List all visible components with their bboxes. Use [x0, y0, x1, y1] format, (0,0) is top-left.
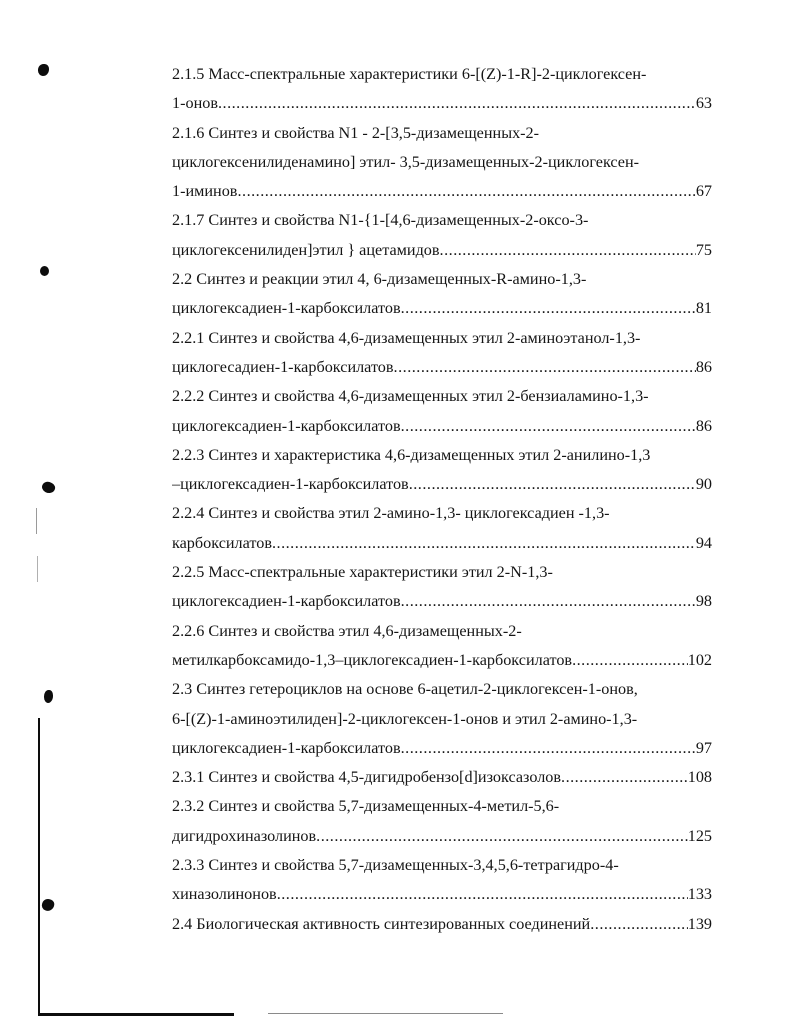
- toc-entry[interactable]: 2.4 Биологическая активность синтезированных соединений ..... 139: [172, 910, 712, 939]
- toc-entry[interactable]: 2.3.1 Синтез и свойства 4,5-дигидробензо[d]изоксазолов ..... 108: [172, 763, 712, 792]
- scan-speck: [38, 64, 49, 76]
- page-number: 94: [695, 533, 712, 552]
- toc-entry[interactable]: карбоксилатов ..... 94: [172, 529, 712, 558]
- toc-line: 2.3 Синтез гетероциклов на основе 6-ацетил-2-циклогексен-1-онов,: [172, 680, 638, 699]
- toc-entry[interactable]: –циклогексадиен-1-карбоксилатов ..... 90: [172, 470, 712, 499]
- toc-entry[interactable]: хиназолинонов ..... 133: [172, 880, 712, 909]
- toc-line: 2.3.2 Синтез и свойства 5,7-дизамещенных-4-метил-5,6-: [172, 797, 560, 816]
- toc-line: 2.2.4 Синтез и свойства этил 2-амино-1,3- циклогексадиен -1,3-: [172, 504, 610, 523]
- page-number: 102: [687, 650, 712, 669]
- toc-line: 2.2.5 Масс-спектральные характеристики этил 2-N-1,3-: [172, 563, 553, 582]
- page-number: 133: [687, 885, 712, 904]
- dot-leader: [440, 236, 696, 265]
- page-number: 81: [695, 299, 712, 318]
- toc-entry[interactable]: 1-иминов ..... 67: [172, 177, 712, 206]
- toc-line: 2.1.6 Синтез и свойства N1 - 2-[3,5-дизамещенных-2-: [172, 123, 540, 142]
- toc-entry[interactable]: циклогексенилиден]этил } ацетамидов ..... 75: [172, 236, 712, 265]
- dot-leader: [316, 822, 688, 851]
- dot-leader: [590, 910, 687, 939]
- dot-leader: [401, 412, 696, 441]
- dot-leader: [218, 89, 696, 118]
- table-of-contents: [172, 60, 712, 939]
- dot-leader: [401, 734, 696, 763]
- scan-speck: [40, 266, 49, 276]
- toc-entry[interactable]: метилкарбоксамидо-1,3–циклогексадиен-1-карбоксилатов ..... 102: [172, 646, 712, 675]
- toc-line: 2.2 Синтез и реакции этил 4, 6-дизамещенных-R-амино-1,3-: [172, 270, 587, 289]
- dot-leader: [277, 880, 688, 909]
- toc-line: 2.2.1 Синтез и свойства 4,6-дизамещенных этил 2-аминоэтанол-1,3-: [172, 328, 641, 347]
- scan-speck: [40, 479, 57, 495]
- scan-speck: [44, 690, 53, 703]
- page-number: 139: [687, 914, 712, 933]
- dot-leader: [237, 177, 695, 206]
- scan-speck: [40, 897, 55, 912]
- toc-line: 2.2.3 Синтез и характеристика 4,6-дизамещенных этил 2-анилино-1,3: [172, 445, 651, 464]
- page-number: 108: [687, 768, 712, 787]
- toc-line: 2.1.7 Синтез и свойства N1-{1-[4,6-дизамещенных-2-оксо-3-: [172, 211, 589, 230]
- toc-entry[interactable]: циклогексадиен-1-карбоксилатов ..... 86: [172, 412, 712, 441]
- dot-leader: [401, 587, 696, 616]
- dot-leader: [401, 294, 696, 323]
- page-number: 75: [695, 240, 712, 259]
- page-number: 86: [695, 416, 712, 435]
- page-number: 98: [695, 592, 712, 611]
- page-edge-bottom: [38, 1013, 234, 1016]
- page-number: 90: [695, 475, 712, 494]
- page-number: 125: [687, 826, 712, 845]
- page-number: 67: [695, 182, 712, 201]
- toc-entry[interactable]: циклогексадиен-1-карбоксилатов ..... 97: [172, 734, 712, 763]
- page-number: 63: [695, 94, 712, 113]
- toc-line: 2.2.6 Синтез и свойства этил 4,6-дизамещенных-2-: [172, 621, 522, 640]
- dot-leader: [272, 529, 696, 558]
- toc-entry[interactable]: циклогесадиен-1-карбоксилатов ..... 86: [172, 353, 712, 382]
- page-number: 97: [695, 738, 712, 757]
- page-number: 86: [695, 357, 712, 376]
- toc-line: 6-[(Z)-1-аминоэтилиден]-2-циклогексен-1-онов и этил 2-амино-1,3-: [172, 709, 638, 728]
- scan-artifact-line: [36, 508, 37, 534]
- toc-entry[interactable]: 1-онов ..... 63: [172, 89, 712, 118]
- scan-artifact-line: [37, 556, 38, 582]
- dot-leader: [561, 763, 688, 792]
- toc-entry[interactable]: дигидрохиназолинов ..... 125: [172, 822, 712, 851]
- dot-leader: [572, 646, 688, 675]
- toc-entry[interactable]: циклогексадиен-1-карбоксилатов ..... 81: [172, 294, 712, 323]
- dot-leader: [394, 353, 696, 382]
- toc-entry[interactable]: циклогексадиен-1-карбоксилатов ..... 98: [172, 587, 712, 616]
- toc-line: 2.1.5 Масс-спектральные характеристики 6-[(Z)-1-R]-2-циклогексен-: [172, 65, 647, 83]
- page-edge-left: [38, 718, 40, 1016]
- page-edge-bottom: [268, 1013, 503, 1014]
- dot-leader: [409, 470, 696, 499]
- toc-line: 2.2.2 Синтез и свойства 4,6-дизамещенных этил 2-бензиаламино-1,3-: [172, 387, 649, 406]
- toc-line: циклогексенилиденамино] этил- 3,5-дизамещенных-2-циклогексен-: [172, 152, 640, 171]
- toc-line: 2.3.3 Синтез и свойства 5,7-дизамещенных-3,4,5,6-тетрагидро-4-: [172, 856, 619, 875]
